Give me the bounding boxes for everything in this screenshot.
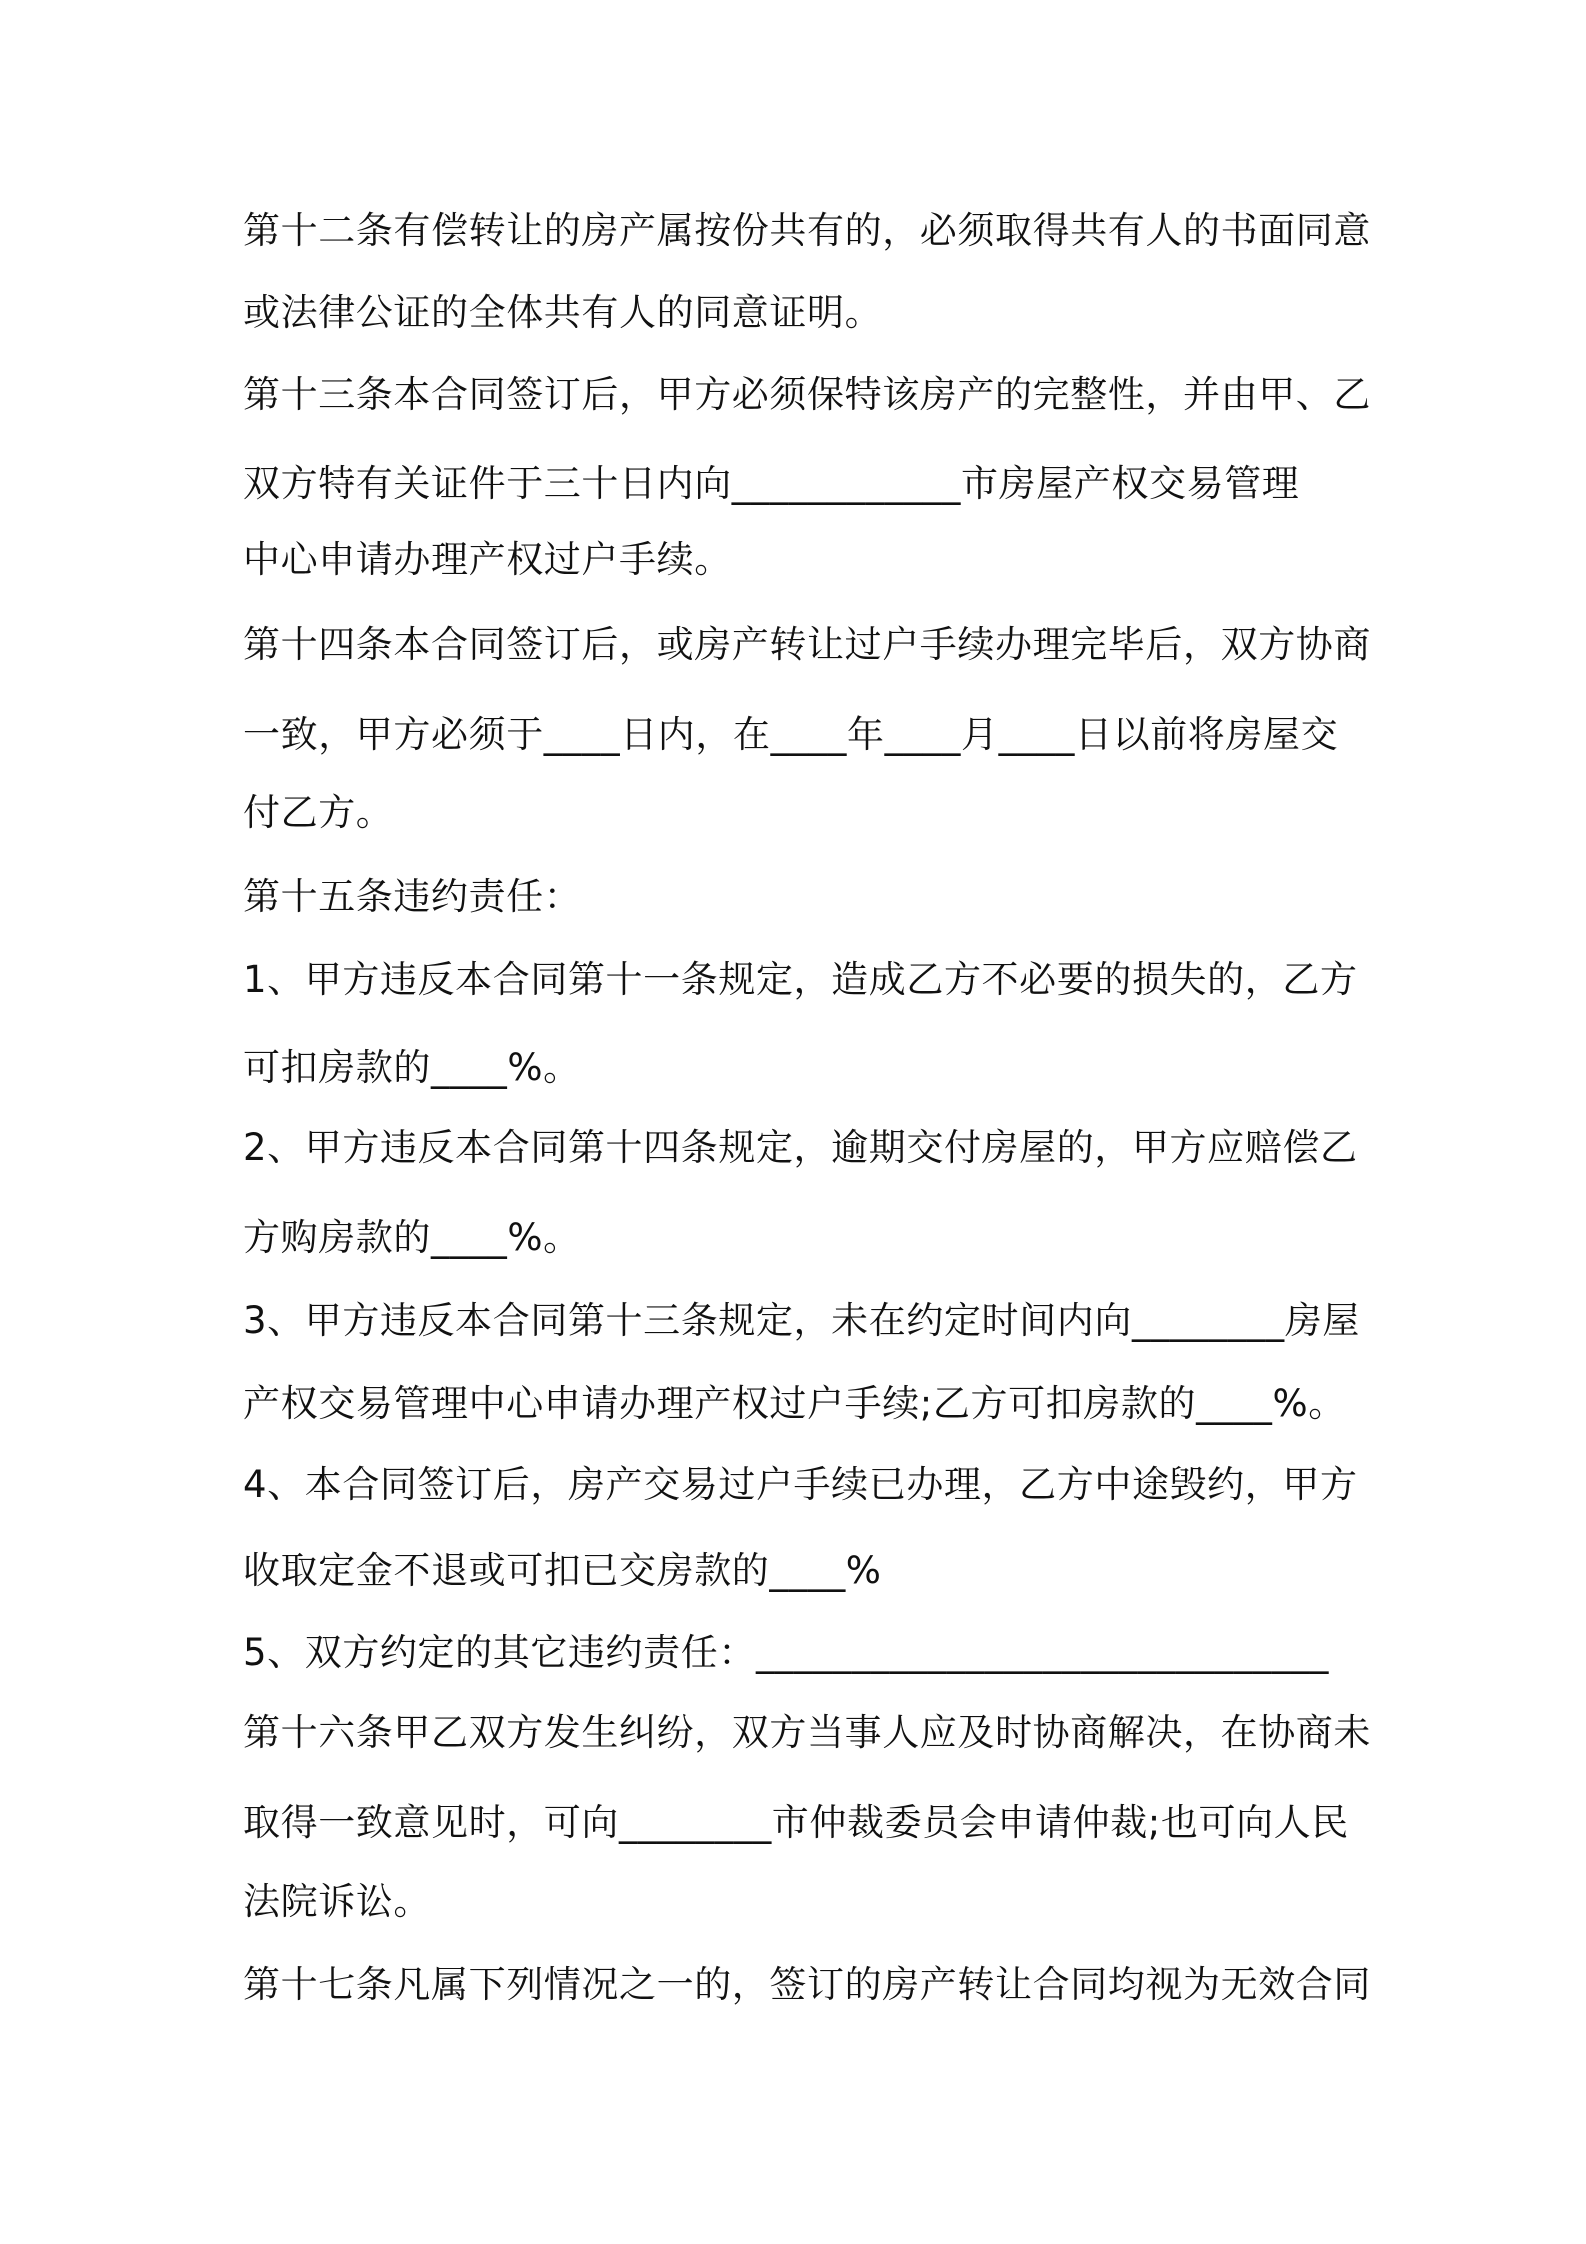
text-line: 第十五条违约责任： [243, 875, 582, 918]
text-line: 1、甲方违反本合同第十一条规定，造成乙方不必要的损失的，乙方 [243, 958, 1358, 1001]
text-line: 付乙方。 [243, 791, 394, 834]
text-line: 第十二条有偿转让的房产属按份共有的，必须取得共有人的书面同意 [243, 209, 1371, 252]
text-line: 第十三条本合同签订后，甲方必须保特该房产的完整性，并由甲、乙 [243, 373, 1371, 416]
text-line: 法院诉讼。 [243, 1880, 431, 1923]
text-line: 第十六条甲乙双方发生纠纷，双方当事人应及时协商解决，在协商未 [243, 1711, 1371, 1754]
text-line: 4、本合同签订后，房产交易过户手续已办理，乙方中途毁约，甲方 [243, 1463, 1358, 1506]
text-line: 一致，甲方必须于____日内，在____年____月____日以前将房屋交 [243, 713, 1339, 756]
text-line: 或法律公证的全体共有人的同意证明。 [243, 291, 883, 334]
text-line: 产权交易管理中心申请办理产权过户手续;乙方可扣房款的____%。 [243, 1382, 1346, 1425]
text-line: 方购房款的____%。 [243, 1216, 581, 1259]
text-line: 可扣房款的____%。 [243, 1046, 581, 1089]
text-line: 中心申请办理产权过户手续。 [243, 538, 732, 581]
text-line: 2、甲方违反本合同第十四条规定，逾期交付房屋的，甲方应赔偿乙 [243, 1126, 1358, 1169]
text-line: 第十七条凡属下列情况之一的，签订的房产转让合同均视为无效合同 [243, 1963, 1371, 2006]
text-line: 收取定金不退或可扣已交房款的____% [243, 1549, 882, 1592]
text-line: 取得一致意见时，可向________市仲裁委员会申请仲裁;也可向人民 [243, 1801, 1349, 1844]
text-line: 3、甲方违反本合同第十三条规定，未在约定时间内向________房屋 [243, 1299, 1360, 1342]
text-line: 第十四条本合同签订后，或房产转让过户手续办理完毕后，双方协商 [243, 623, 1371, 666]
text-line: 双方特有关证件于三十日内向____________市房屋产权交易管理 [243, 462, 1300, 505]
text-line: 5、双方约定的其它违约责任：______________________________ [243, 1631, 1329, 1674]
